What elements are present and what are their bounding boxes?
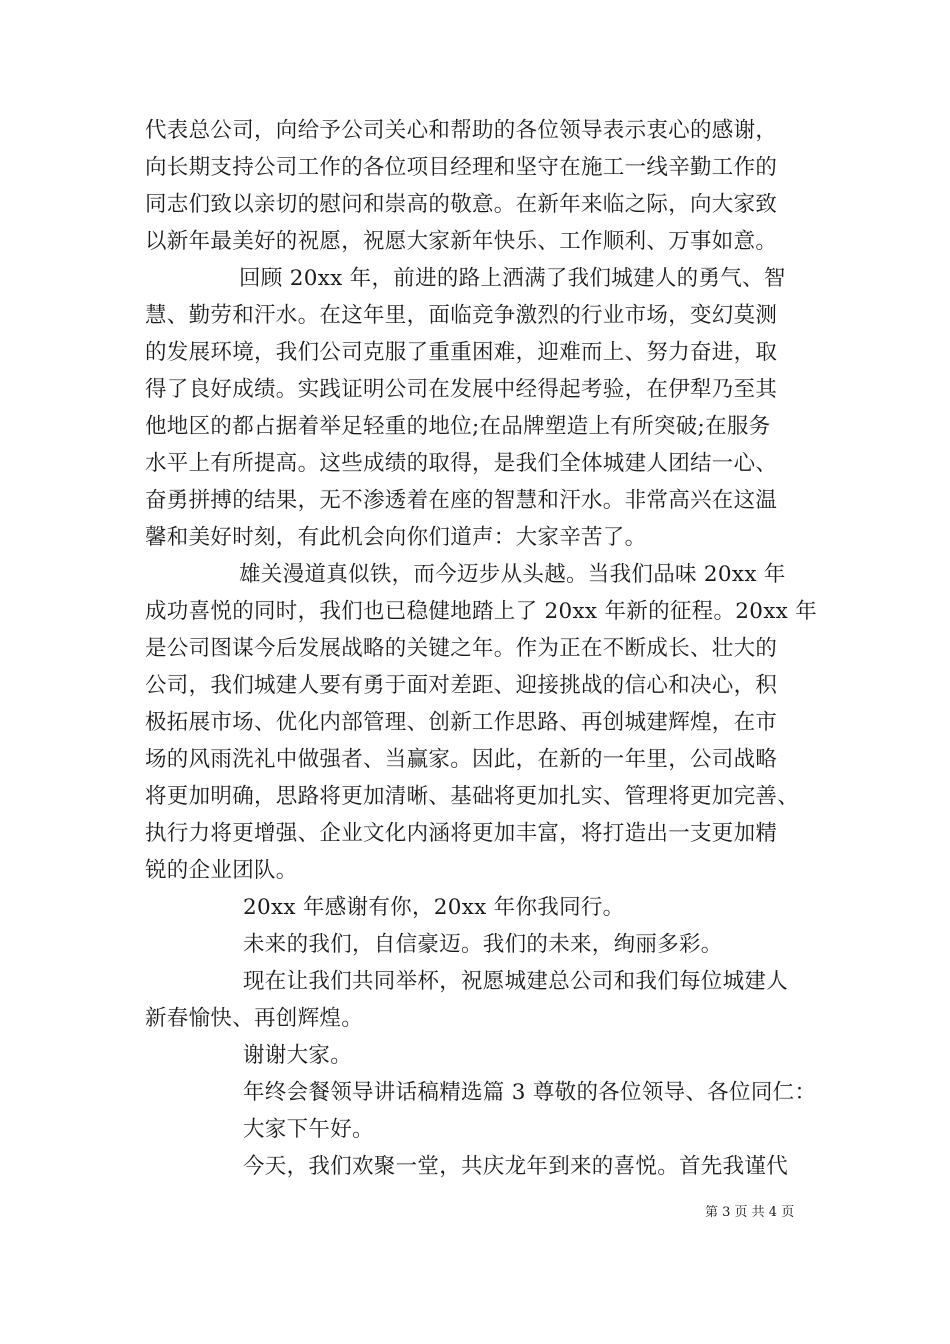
paragraph-start-line: 大家下午好。: [243, 1117, 374, 1142]
text-line: 馨和美好时刻，有此机会向你们道声：大家辛苦了。: [145, 525, 647, 550]
paragraph-start-line: 雄关漫道真似铁，而今迈步从头越。当我们品味 20xx 年: [239, 562, 786, 587]
text-line: 他地区的都占据着举足轻重的地位;在品牌塑造上有所突破;在服务: [145, 414, 771, 439]
text-line: 慧、勤劳和汗水。在这年里，面临竞争激烈的行业市场，变幻莫测: [145, 303, 778, 328]
body-text: [145, 112, 818, 1185]
text-line: 同志们致以亲切的慰问和崇高的敬意。在新年来临之际，向大家致: [145, 192, 778, 217]
paragraph-start-line: 回顾 20xx 年，前进的路上洒满了我们城建人的勇气、智: [239, 266, 786, 291]
paragraph-start-line: 今天，我们欢聚一堂，共庆龙年到来的喜悦。首先我谨代: [243, 1154, 789, 1179]
text-line: 场的风雨洗礼中做强者、当赢家。因此，在新的一年里，公司战略: [145, 747, 778, 772]
paragraph-start-line: 年终会餐领导讲话稿精选篇 3 尊敬的各位领导、各位同仁：: [243, 1080, 817, 1105]
paragraph-start-line: 未来的我们，自信豪迈。我们的未来，绚丽多彩。: [243, 932, 723, 957]
page-number: 第 3 页 共 4 页: [705, 1205, 795, 1220]
paragraph-start-line: 20xx 年感谢有你，20xx 年你我同行。: [243, 895, 625, 920]
text-line: 公司，我们城建人要有勇于面对差距、迎接挑战的信心和决心，积: [145, 673, 778, 698]
text-line: 是公司图谋今后发展战略的关键之年。作为正在不断成长、壮大的: [145, 636, 778, 661]
text-line: 代表总公司，向给予公司关心和帮助的各位领导表示衷心的感谢，: [145, 118, 778, 143]
text-line: 极拓展市场、优化内部管理、创新工作思路、再创城建辉煌，在市: [145, 710, 778, 735]
text-line: 得了良好成绩。实践证明公司在发展中经得起考验，在伊犁乃至其: [145, 377, 778, 402]
text-line: 执行力将更增强、企业文化内涵将更加丰富，将打造出一支更加精: [145, 821, 778, 846]
text-line: 向长期支持公司工作的各位项目经理和坚守在施工一线辛勤工作的: [145, 155, 778, 180]
text-line: 成功喜悦的同时，我们也已稳健地踏上了 20xx 年新的征程。20xx 年: [145, 599, 818, 624]
text-line: 锐的企业团队。: [145, 858, 298, 883]
text-line: 的发展环境，我们公司克服了重重困难，迎难而上、努力奋进，取: [145, 340, 778, 365]
text-line: 以新年最美好的祝愿，祝愿大家新年快乐、工作顺利、万事如意。: [145, 229, 778, 254]
paragraph-start-line: 现在让我们共同举杯，祝愿城建总公司和我们每位城建人: [243, 969, 789, 994]
text-line: 奋勇拼搏的结果，无不渗透着在座的智慧和汗水。非常高兴在这温: [145, 488, 778, 513]
text-line: 新春愉快、再创辉煌。: [145, 1006, 364, 1031]
paragraph-start-line: 谢谢大家。: [243, 1043, 353, 1068]
text-line: 水平上有所提高。这些成绩的取得，是我们全体城建人团结一心、: [145, 451, 778, 476]
text-line: 将更加明确，思路将更加清晰、基础将更加扎实、管理将更加完善、: [145, 784, 800, 809]
